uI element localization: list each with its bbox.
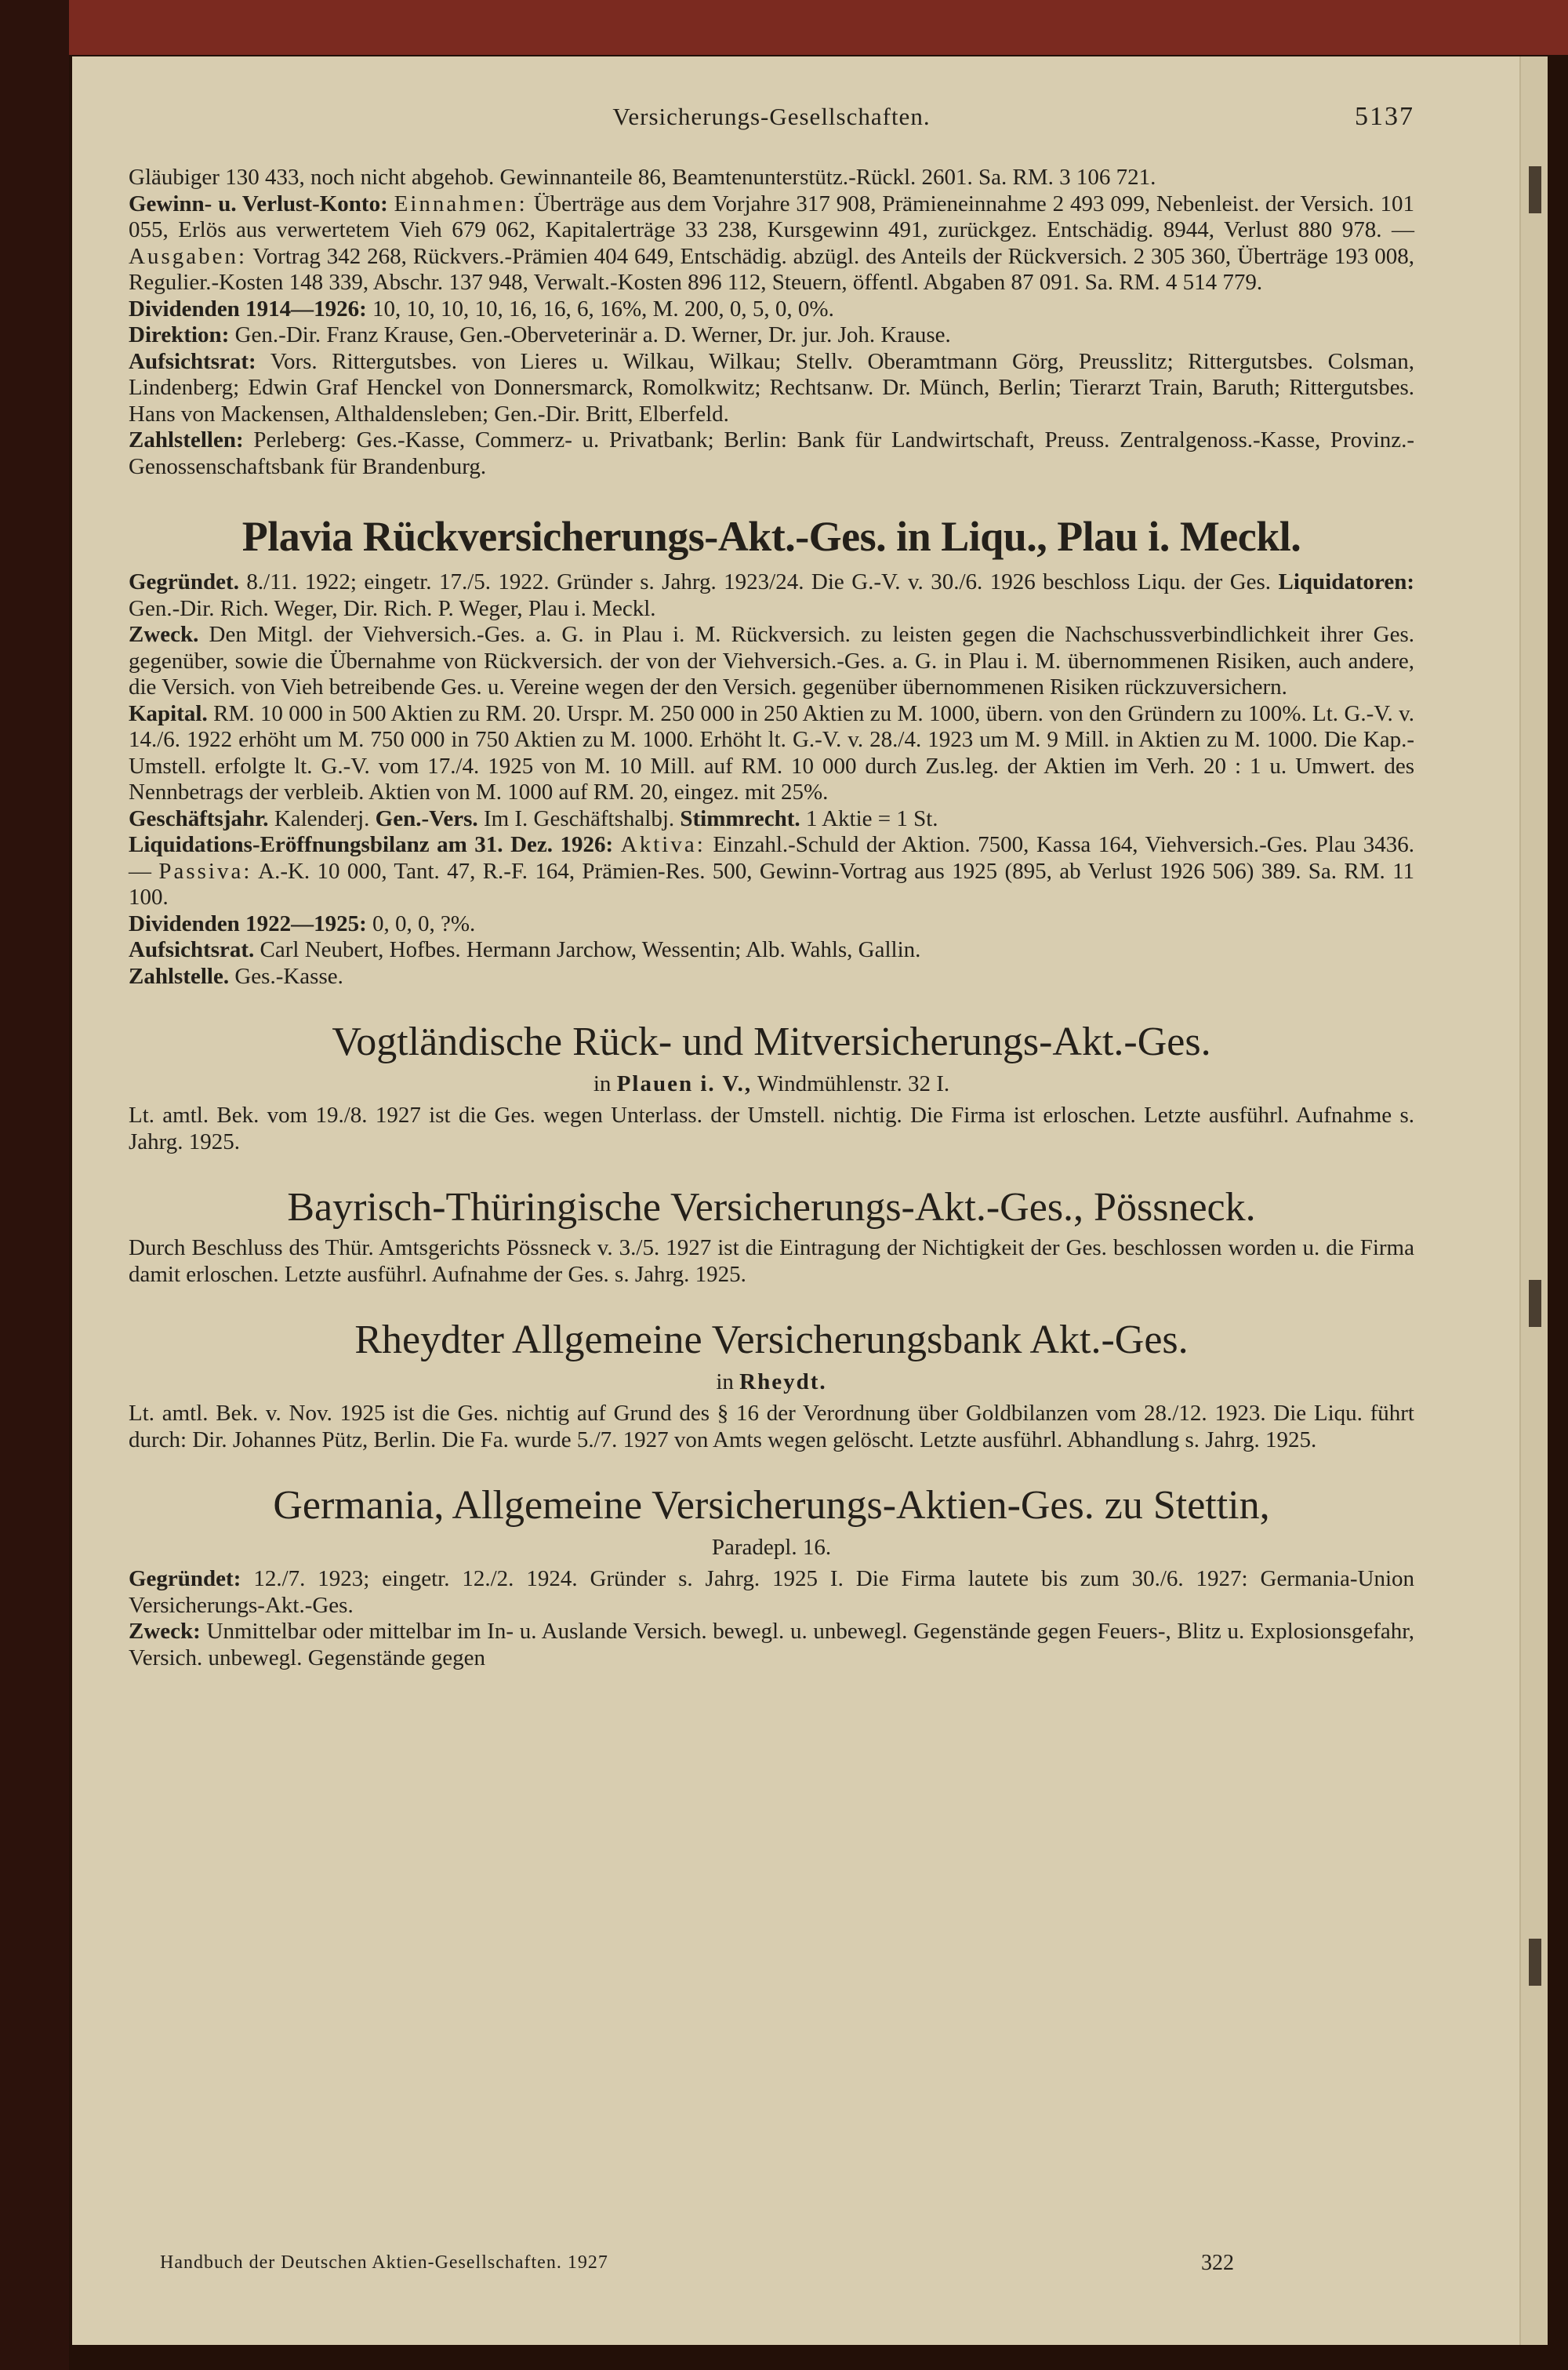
paragraph-text: Gläubiger 130 433, noch nicht abgehob. Gewinnanteile 86, Beamtenunterstütz.-Rückl. 2601. Sa. RM. 3 106 721. [129, 165, 1156, 190]
paragraph [129, 322, 1414, 349]
paragraph [129, 701, 1414, 806]
subheading-city: Rheydt. [739, 1369, 827, 1394]
paragraph-text: 10, 10, 10, 10, 16, 16, 6, 16%, M. 200, 0, 5, 0, 0%. [372, 296, 834, 322]
paragraph [129, 622, 1414, 701]
paragraph-text: 12./7. 1923; eingetr. 12./2. 1924. Gründer s. Jahrg. 1925 I. Die Firma lautete bis zum 30./6. 1927: Germania-Union Versicherungs-Akt.-Ges. [129, 1566, 1415, 1618]
subheading-city: Plauen i. V., [616, 1071, 753, 1096]
paragraph-text: Durch Beschluss des Thür. Amtsgerichts Pössneck v. 3./5. 1927 ist die Eintragung der Nichtigkeit der Ges. beschlossen worden u. die Firma damit erloschen. Letzte ausführl. Aufnahme der Ges. s. Jahrg. 1925. [129, 1235, 1414, 1287]
paragraph-text: Im I. Geschäftshalbj. [483, 805, 675, 831]
entry-heading: Plavia Rückversicherungs-Akt.-Ges. in Liqu., Plau i. Meckl. [241, 513, 1301, 560]
paragraph-text: Vors. Rittergutsbes. von Lieres u. Wilkau, Wilkau; Stellv. Oberamtmann Görg, Preusslitz; Rittergutsbes. Colsman, Lindenberg; Edwin Graf Henckel von Donnersmarck, Romolkwitz; Rechtsanw. Dr. Münch, Berlin; Tierarzt Train, Baruth; Rittergutsbes. Hans von Mackensen, Althaldensleben; Gen.-Dir. Britt, Elberfeld. [129, 348, 1414, 427]
page-number: 5137 [1355, 102, 1414, 131]
binding-mark [1529, 1280, 1541, 1327]
paragraph-text: Überträge aus dem Vorjahre 317 908, Prämieneinnahme 2 493 099, Nebenleist. der Versich. 101 055, Erlös aus verwertetem Vieh 679 062, Kapitalerträge 33 238, Kursgewinn 491, zurückgez. Entschädig. 8944, Verlust 880 978. — [129, 191, 1415, 242]
paragraph-text: Ges.-Kasse. [234, 963, 343, 989]
entry-heading: Rheydter Allgemeine Versicherungsbank Akt.-Ges. [354, 1318, 1189, 1362]
paragraph-text: Carl Neubert, Hofbes. Hermann Jarchow, Wessentin; Alb. Wahls, Gallin. [260, 937, 921, 962]
paragraph-text: Gen.-Dir. Franz Krause, Gen.-Oberveterinär a. D. Werner, Dr. jur. Joh. Krause. [234, 322, 951, 347]
section-label: Aufsichtsrat. [129, 937, 255, 962]
subheading-prefix: in [716, 1369, 734, 1394]
section-label: Zweck. [129, 622, 199, 647]
paragraph-text: 1 Aktie = 1 St. [805, 805, 938, 831]
paragraph [129, 911, 1414, 938]
page-content [129, 104, 1414, 1671]
entry-subheading: Paradepl. 16. [711, 1535, 832, 1560]
section-label: Direktion: [129, 322, 230, 347]
entry-plavia [129, 511, 1414, 990]
page-footer: Handbuch der Deutschen Aktien-Gesellschaften. 1927 [160, 2252, 608, 2273]
paragraph-text: Perleberg: Ges.-Kasse, Commerz- u. Privatbank; Berlin: Bank für Landwirtschaft, Preuss. Zentralgenoss.-Kasse, Provinz.-Genossenschaftsbank für Brandenburg. [129, 427, 1414, 479]
paragraph [129, 296, 1414, 323]
paragraph [129, 165, 1414, 191]
paragraph [129, 1235, 1414, 1288]
paragraph-text: A.-K. 10 000, Tant. 47, R.-F. 164, Prämien-Res. 500, Gewinn-Vortrag aus 1925 (895, ab Verlust 1926 506) 389. Sa. RM. 11 100. [129, 858, 1414, 910]
entry-heading: Germania, Allgemeine Versicherungs-Aktien-Ges. zu Stettin, [273, 1483, 1270, 1528]
paragraph [129, 1401, 1414, 1453]
paragraph [129, 832, 1414, 911]
section-label: Aktiva: [620, 832, 706, 857]
previous-entry-continuation [129, 165, 1414, 480]
section-label: Einnahmen: [394, 191, 528, 216]
paragraph-text: Den Mitgl. der Viehversich.-Ges. a. G. in Plau i. M. Rückversich. zu leisten gegen die Nachschussverbindlichkeit ihrer Ges. gegenüber, sowie die Übernahme von Rückversich. der von der Viehversich.-Ges. a. G. in Plau i. M. übernommenen Risiken, auch andere, die Versich. von Vieh betreibende Ges. u. Vereine wegen der den Versich. gegenüber übernommenen Risiken rückzuversichern. [129, 622, 1414, 700]
scan-edge-top [0, 0, 1568, 55]
section-label: Liquidations-Eröffnungsbilanz am 31. Dez. 1926: [129, 832, 614, 857]
book-page [72, 56, 1548, 2345]
paragraph [129, 964, 1414, 991]
section-label: Ausgaben: [129, 243, 248, 269]
paragraph [129, 569, 1414, 622]
section-label: Gen.-Vers. [375, 805, 478, 831]
paragraph [129, 937, 1414, 964]
entry-bayrisch [129, 1183, 1414, 1288]
paragraph-text: Kalenderj. [274, 805, 370, 831]
section-label: Kapital. [129, 700, 208, 726]
entry-subheading [129, 1368, 1414, 1396]
paragraph [129, 1566, 1414, 1619]
entry-rheydt [129, 1316, 1414, 1453]
paragraph-text: Unmittelbar oder mittelbar im In- u. Auslande Versich. bewegl. u. unbewegl. Gegenstände gegen Feuers-, Blitz u. Explosionsgefahr, Versich. unbewegl. Gegenstände gegen [129, 1619, 1414, 1670]
section-label: Zahlstellen: [129, 427, 244, 453]
entry-subheading [129, 1070, 1414, 1098]
section-label: Gegründet. [129, 569, 239, 594]
paragraph [129, 1103, 1414, 1155]
paragraph [129, 191, 1414, 296]
paragraph [129, 806, 1414, 833]
binding-strip [1519, 56, 1548, 2345]
paragraph-text: Gen.-Dir. Rich. Weger, Dir. Rich. P. Weger, Plau i. Meckl. [129, 595, 656, 621]
paragraph-text: 8./11. 1922; eingetr. 17./5. 1922. Gründer s. Jahrg. 1923/24. Die G.-V. v. 30./6. 1926 beschloss Liqu. der Ges. [246, 569, 1272, 594]
section-label: Zweck: [129, 1619, 201, 1644]
section-label: Stimmrecht. [680, 805, 800, 831]
paragraph [129, 427, 1414, 480]
section-label: Passiva: [158, 858, 252, 884]
paragraph-text: Einzahl.-Schuld der Aktion. 7500, Kassa 164, Viehversich.-Ges. Plau 3436. — [129, 832, 1415, 884]
entry-heading: Bayrisch-Thüringische Versicherungs-Akt.-Ges., Pössneck. [287, 1185, 1256, 1230]
section-label: Gegründet: [129, 1566, 241, 1591]
paragraph [129, 349, 1414, 428]
subheading-address: Windmühlenstr. 32 I. [757, 1071, 950, 1096]
binding-mark [1529, 1939, 1541, 1986]
paragraph [129, 1619, 1414, 1671]
running-head [129, 104, 1414, 151]
binding-mark [1529, 166, 1541, 213]
paragraph-text: 0, 0, 0, ?%. [372, 911, 476, 936]
paragraph-text: Lt. amtl. Bek. vom 19./8. 1927 ist die Ges. wegen Unterlass. der Umstell. nichtig. Die Firma ist erloschen. Letzte ausführl. Aufnahme s. Jahrg. 1925. [129, 1103, 1414, 1154]
paragraph-text: Lt. amtl. Bek. v. Nov. 1925 ist die Ges. nichtig auf Grund des § 16 der Verordnung über Goldbilanzen vom 28./12. 1923. Die Liqu. führt durch: Dir. Johannes Pütz, Berlin. Die Fa. wurde 5./7. 1927 von Amts wegen gelöscht. Letzte ausführl. Abhandlung s. Jahrg. 1925. [129, 1401, 1414, 1452]
section-label: Geschäftsjahr. [129, 805, 269, 831]
section-label: Dividenden 1922—1925: [129, 911, 367, 936]
section-label: Dividenden 1914—1926: [129, 296, 367, 322]
section-label: Liquidatoren: [1278, 569, 1415, 594]
entry-germania [129, 1481, 1414, 1671]
entry-heading: Vogtländische Rück- und Mitversicherungs-Akt.-Ges. [332, 1020, 1211, 1064]
section-label: Zahlstelle. [129, 963, 230, 989]
entry-vogtland [129, 1018, 1414, 1155]
scan-edge-left [0, 0, 69, 2370]
section-label: Gewinn- u. Verlust-Konto: [129, 191, 388, 216]
signature-number: 322 [1201, 2251, 1234, 2275]
running-title: Versicherungs-Gesellschaften. [612, 103, 931, 130]
paragraph-text: RM. 10 000 in 500 Aktien zu RM. 20. Urspr. M. 250 000 in 250 Aktien zu M. 1000, übern. von den Gründern zu 100%. Lt. G.-V. v. 14./6. 1922 erhöht um M. 750 000 in 750 Aktien zu M. 1000. Erhöht lt. G.-V. v. 28./4. 1923 um M. 9 Mill. in Aktien zu M. 1000. Die Kap.-Umstell. erfolgte lt. G.-V. vom 17./4. 1925 von M. 10 Mill. auf RM. 10 000 durch Zus.leg. der Aktien im Verh. 20 : 1 u. Umwert. des Nennbetrags der verbleib. Aktien von M. 1000 auf RM. 20, eingez. mit 25%. [129, 700, 1415, 805]
subheading-prefix: in [593, 1071, 612, 1096]
section-label: Aufsichtsrat: [129, 348, 256, 374]
paragraph-text: Vortrag 342 268, Rückvers.-Prämien 404 649, Entschädig. abzügl. des Anteils der Rückversich. 2 305 360, Überträge 193 008, Regulier.-Kosten 148 339, Abschr. 137 948, Verwalt.-Kosten 896 112, Steuern, öffentl. Abgaben 87 091. Sa. RM. 4 514 779. [129, 243, 1414, 295]
